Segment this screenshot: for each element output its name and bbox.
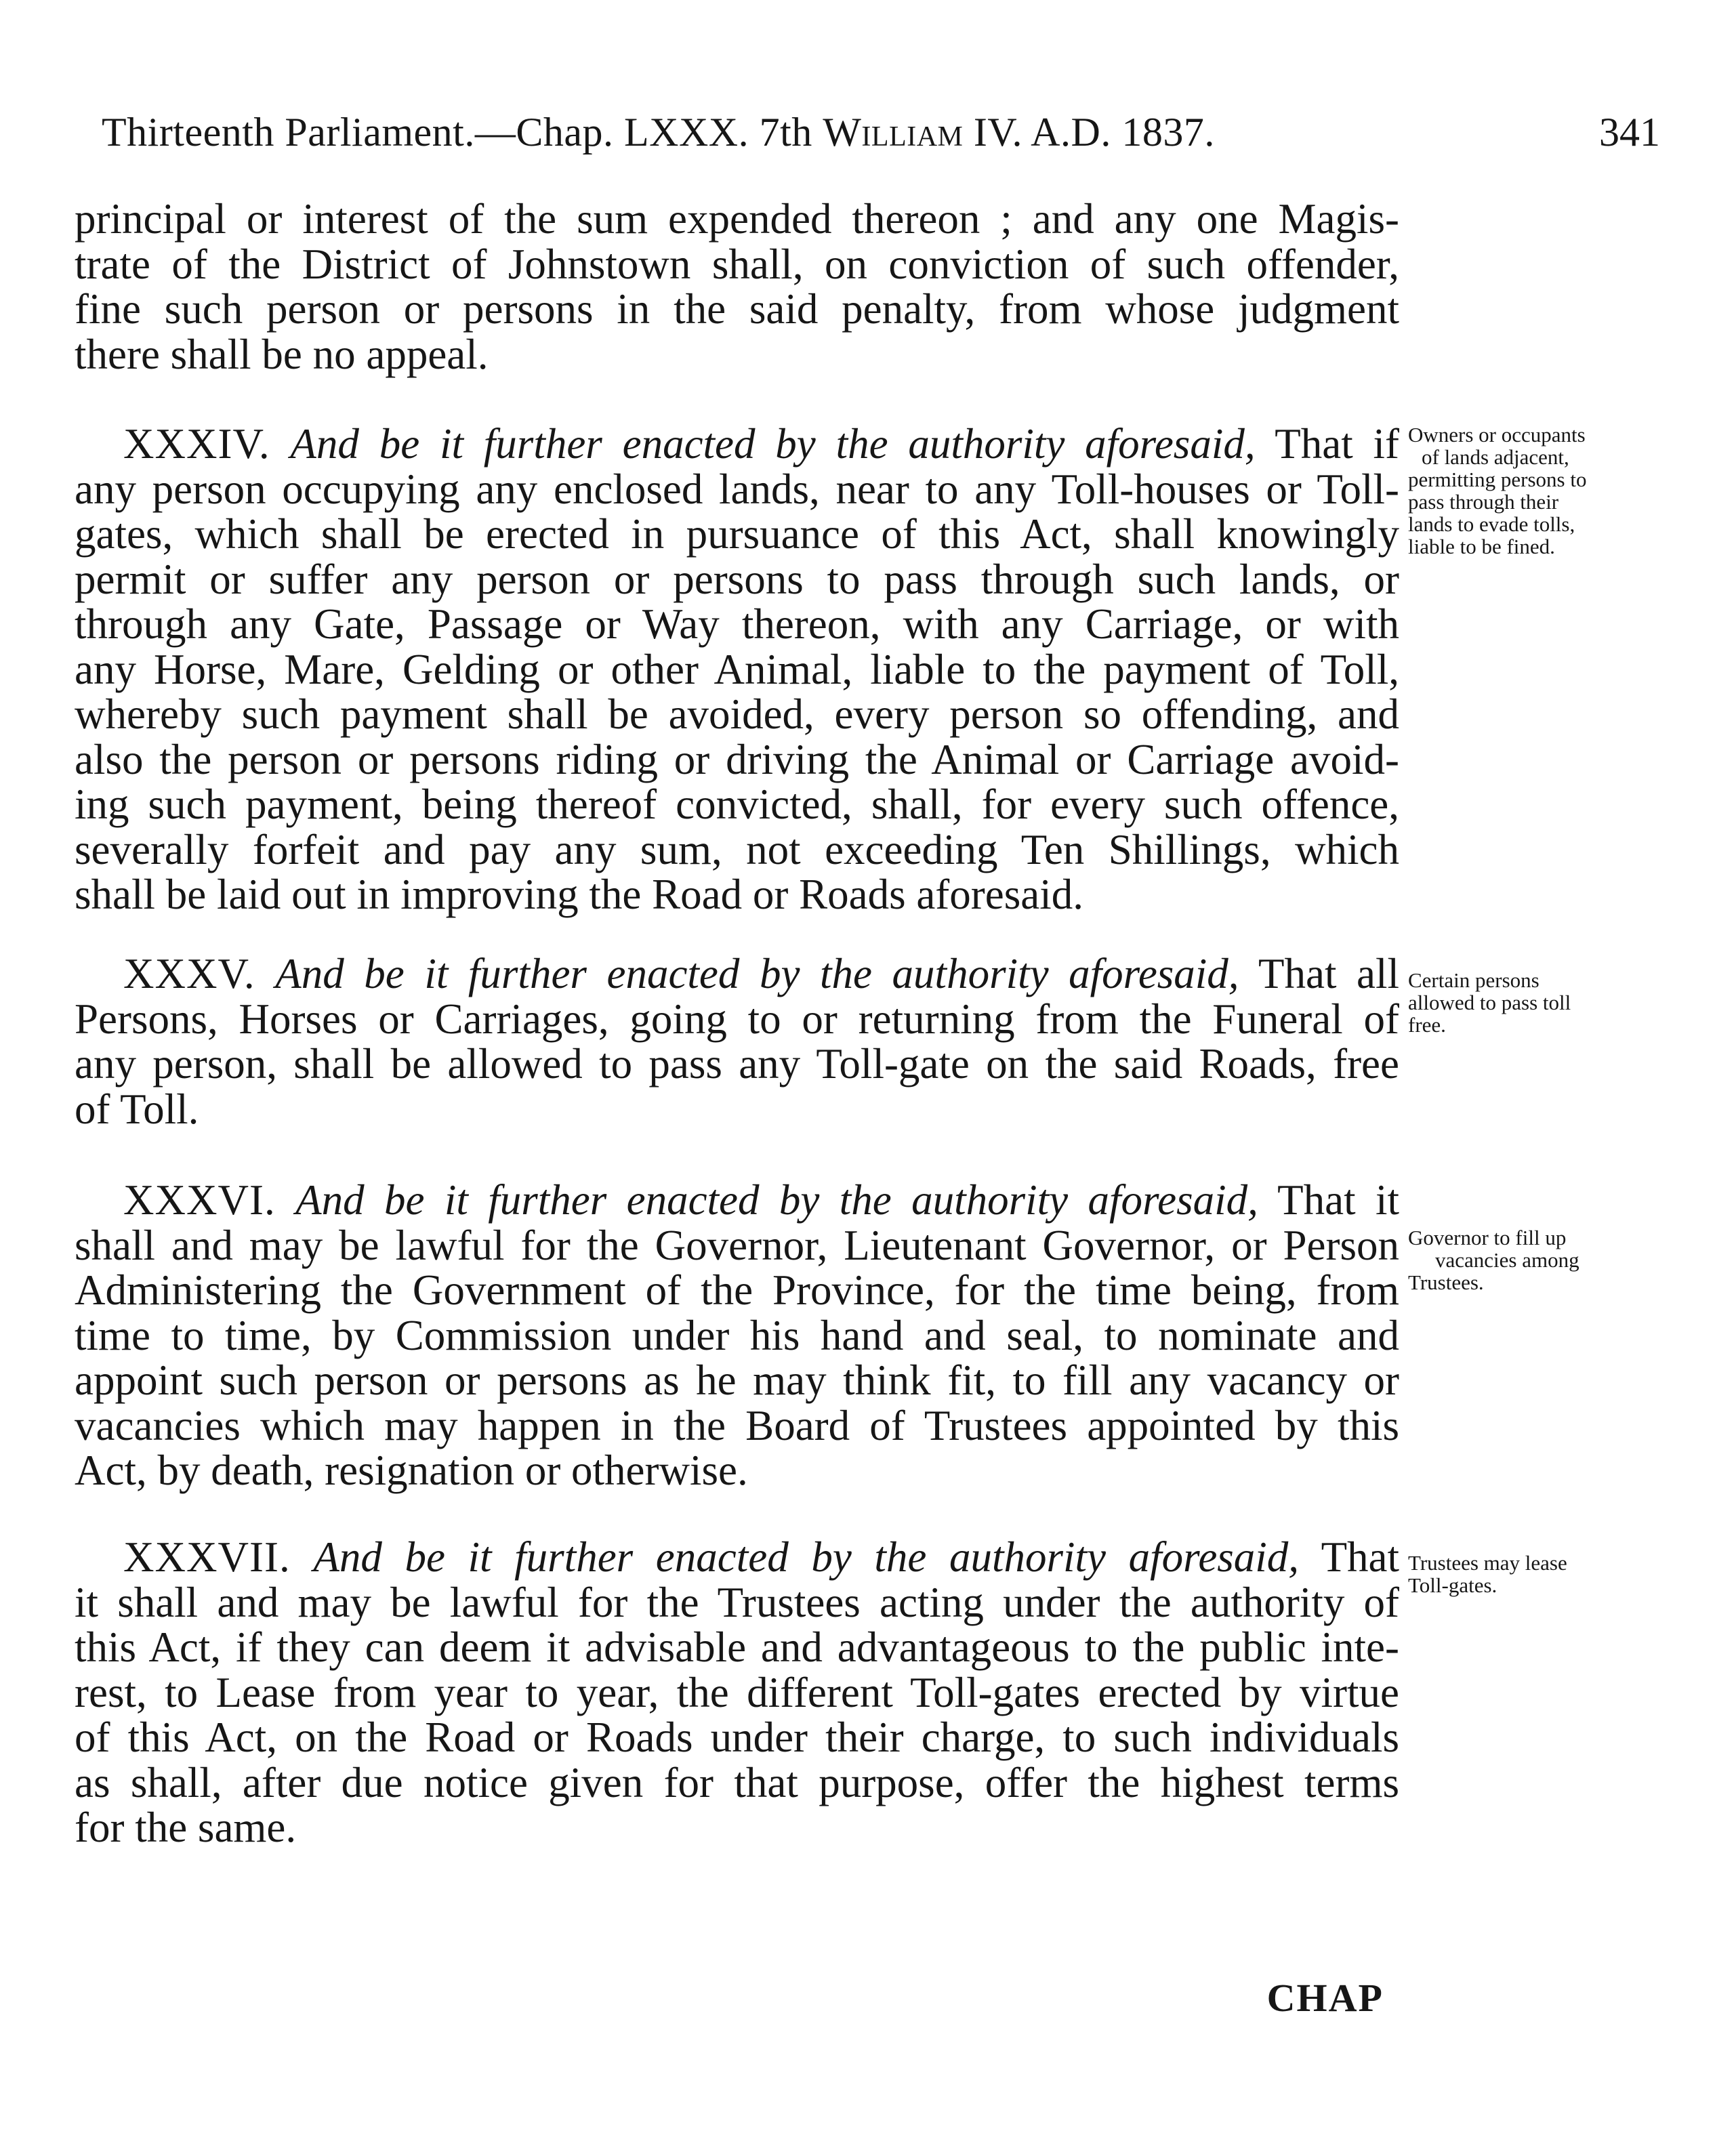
marginal-note-line: permitting persons to	[1408, 468, 1587, 491]
text-line: for the same.	[75, 1804, 297, 1851]
header-title-part2: IV. A.D. 1837.	[963, 110, 1215, 154]
marginal-note-xxxvi	[1408, 1226, 1666, 1293]
section-first-line	[75, 1178, 1399, 1223]
enacting-phrase: And be it further enacted by the authority aforesaid,	[313, 1533, 1300, 1581]
text-line: severally forfeit and pay any sum, not exceeding Ten Shillings, which	[75, 825, 1399, 873]
text-line: whereby such payment shall be avoided, every person so offending, and	[75, 690, 1399, 738]
enacting-phrase: And be it further enacted by the authority aforesaid,	[275, 950, 1239, 997]
section-xxxvii	[75, 1535, 1399, 1850]
text-line: appoint such person or persons as he may think fit, to fill any vacancy or	[75, 1356, 1399, 1404]
text-line: time to time, by Commission under his hand and seal, to nominate and	[75, 1311, 1399, 1359]
header-title-king: William	[823, 110, 964, 154]
text-line: any Horse, Mare, Gelding or other Animal, liable to the payment of Toll,	[75, 645, 1399, 693]
page-number: 341	[1599, 110, 1660, 154]
marginal-note-line: Certain persons	[1408, 968, 1539, 992]
section-xxxv	[75, 951, 1399, 1132]
continuation-paragraph	[75, 196, 1399, 377]
text-line: fine such person or persons in the said penalty, from whose judgment	[75, 285, 1399, 333]
text-line: Act, by death, resignation or otherwise.	[75, 1447, 748, 1494]
marginal-note-line: Trustees may lease	[1408, 1551, 1567, 1575]
text-line: this Act, if they can deem it advisable and advantageous to the public inte-	[75, 1623, 1399, 1671]
section-xxxvi	[75, 1178, 1399, 1493]
text-line: rest, to Lease from year to year, the different Toll-gates erected by virtue	[75, 1668, 1399, 1716]
marginal-note-line: vacancies among	[1435, 1248, 1579, 1272]
marginal-note-line: Governor to fill up	[1408, 1226, 1567, 1249]
text-line: it shall and may be lawful for the Trustees acting under the authority of	[75, 1578, 1399, 1626]
header-title-part1: Thirteenth Parliament.—Chap. LXXX. 7th	[102, 110, 823, 154]
section-number: XXXIV.	[123, 420, 270, 468]
marginal-note-line: Owners or occupants	[1408, 423, 1586, 447]
text-line: of Toll.	[75, 1085, 199, 1133]
section-first-line	[75, 951, 1399, 997]
text-line: gates, which shall be erected in pursuance of this Act, shall knowingly	[75, 510, 1399, 558]
header-title	[102, 102, 1215, 163]
enacting-phrase: And be it further enacted by the authority aforesaid,	[290, 420, 1256, 468]
marginal-note-line: of lands adjacent,	[1422, 445, 1569, 469]
text-line: as shall, after due notice given for that purpose, offer the highest terms	[75, 1758, 1399, 1806]
marginal-note-line: free.	[1408, 1013, 1446, 1037]
section-first-line	[75, 421, 1399, 467]
text-line: shall and may be lawful for the Governor, Lieutenant Governor, or Person	[75, 1221, 1399, 1269]
marginal-note-line: lands to evade tolls,	[1408, 512, 1575, 536]
text-line: ing such payment, being thereof convicted, shall, for every such offence,	[75, 781, 1399, 828]
marginal-note-xxxv	[1408, 969, 1666, 1036]
section-number: XXXVII.	[123, 1533, 291, 1581]
marginal-note-xxxvii	[1408, 1552, 1666, 1596]
first-line-rest: That all	[1258, 950, 1399, 997]
text-line: principal or interest of the sum expended thereon ; and any one Magis-	[75, 195, 1399, 243]
text-line: of this Act, on the Road or Roads under their charge, to such individuals	[75, 1714, 1399, 1761]
marginal-note-line: liable to be fined.	[1408, 535, 1555, 558]
marginal-note-line: allowed to pass toll	[1408, 991, 1571, 1014]
marginal-note-xxxiv	[1408, 423, 1666, 558]
text-line: through any Gate, Passage or Way thereon, with any Carriage, or with	[75, 600, 1399, 648]
text-line: vacancies which may happen in the Board of Trustees appointed by this	[75, 1401, 1399, 1449]
text-line: also the person or persons riding or driving the Animal or Carriage avoid-	[75, 735, 1399, 783]
text-line: permit or suffer any person or persons to pass through such lands, or	[75, 555, 1399, 603]
running-header	[102, 102, 1660, 163]
section-first-line	[75, 1535, 1399, 1580]
first-line-rest: That	[1321, 1533, 1400, 1581]
first-line-rest: That if	[1275, 420, 1399, 468]
text-line: any person occupying any enclosed lands, near to any Toll-houses or Toll-	[75, 465, 1399, 513]
section-xxxiv	[75, 421, 1399, 917]
marginal-note-line: Toll-gates.	[1408, 1573, 1497, 1597]
text-line: Administering the Government of the Province, for the time being, from	[75, 1266, 1399, 1314]
marginal-note-line: pass through their	[1408, 490, 1559, 514]
text-line: there shall be no appeal.	[75, 330, 489, 378]
enacting-phrase: And be it further enacted by the authority aforesaid,	[295, 1176, 1258, 1224]
text-line: Persons, Horses or Carriages, going to or returning from the Funeral of	[75, 995, 1399, 1043]
marginal-note-line: Trustees.	[1408, 1270, 1484, 1294]
text-line: any person, shall be allowed to pass any Toll-gate on the said Roads, free	[75, 1040, 1399, 1088]
section-number: XXXV.	[123, 950, 255, 997]
text-line: trate of the District of Johnstown shall, on conviction of such offender,	[75, 240, 1399, 288]
section-number: XXXVI.	[123, 1176, 276, 1224]
text-line: shall be laid out in improving the Road or Roads aforesaid.	[75, 871, 1083, 918]
first-line-rest: That it	[1277, 1176, 1399, 1224]
catchword: CHAP	[1266, 1976, 1384, 2020]
